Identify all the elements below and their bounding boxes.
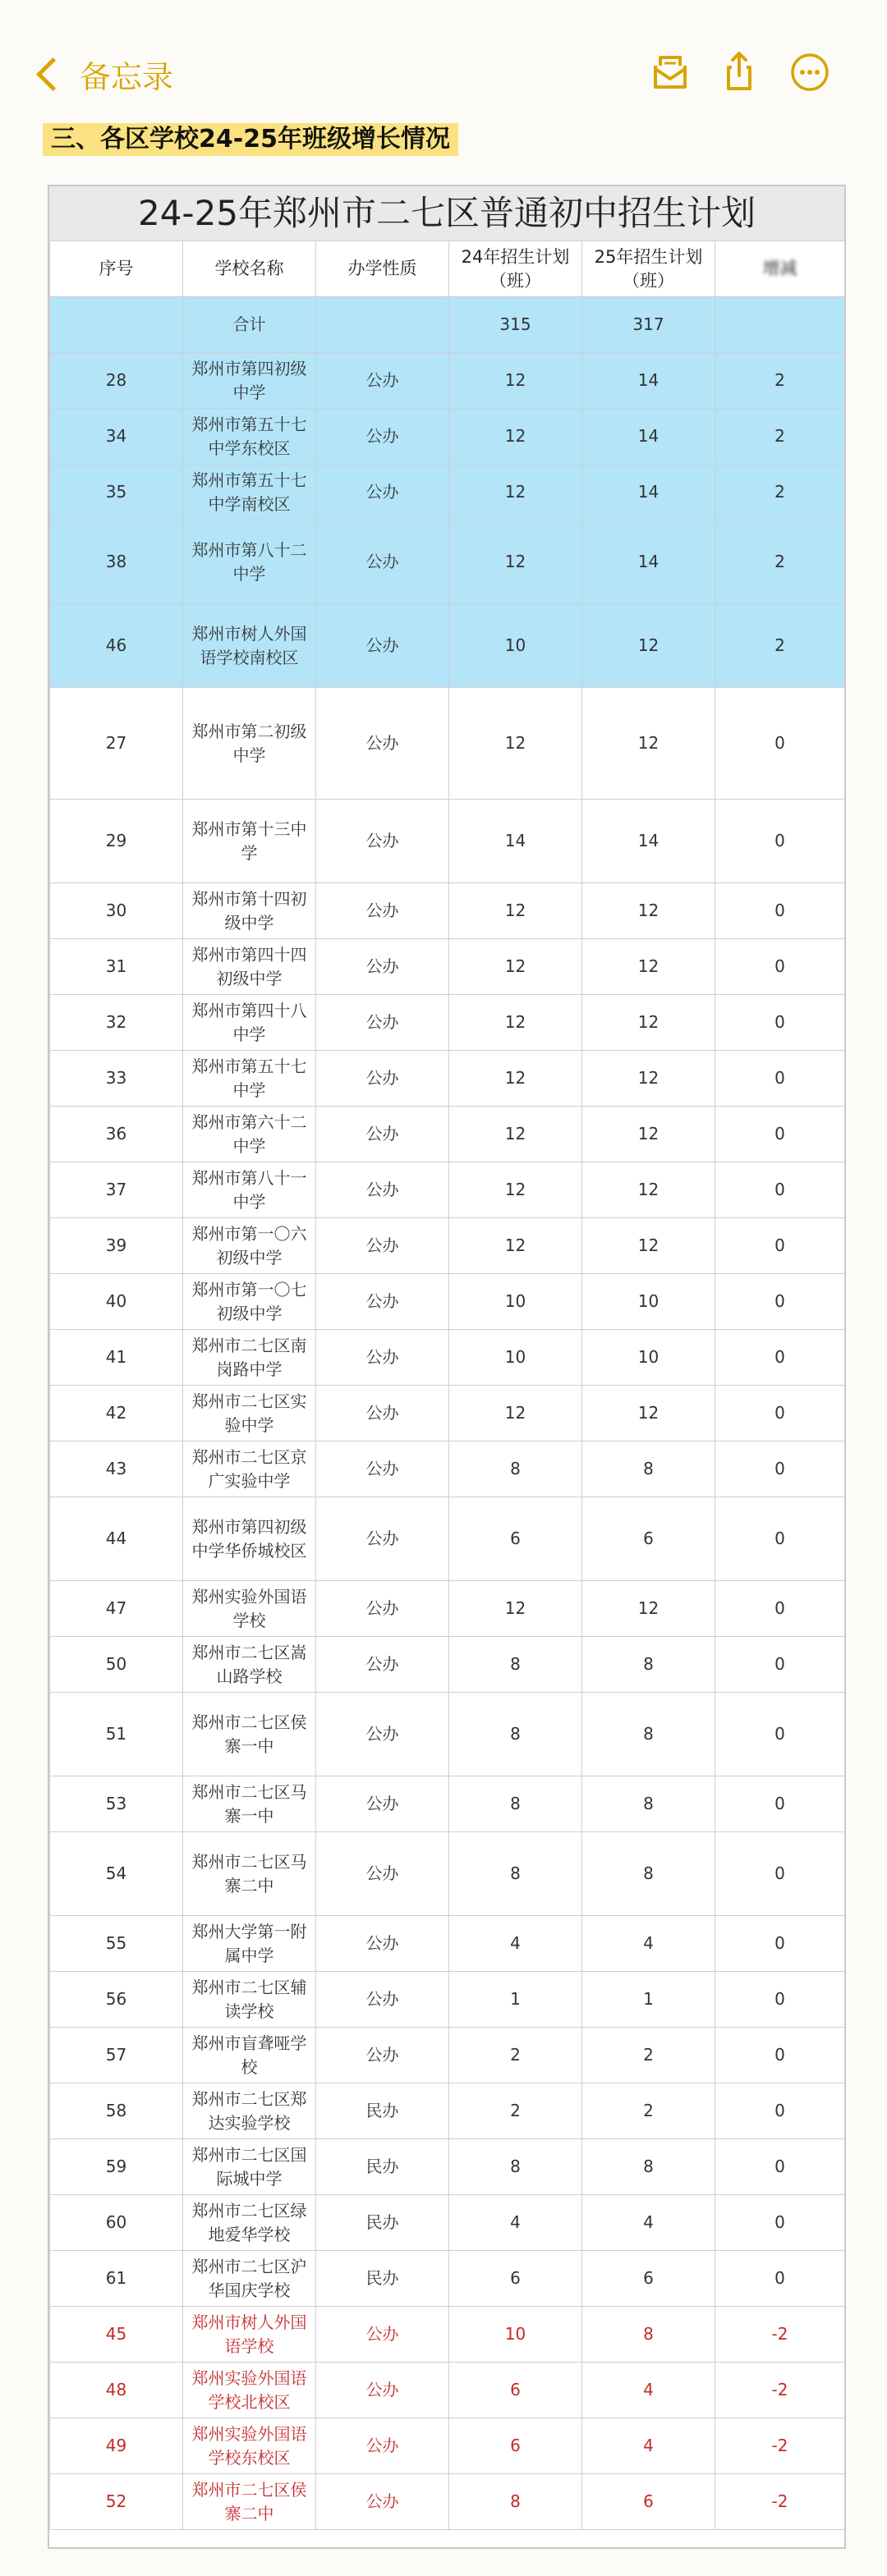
row-plan25: 14 <box>582 465 715 520</box>
row-change: 2 <box>715 353 845 409</box>
row-change: 0 <box>715 995 845 1051</box>
table-row <box>50 1218 845 1274</box>
row-plan24: 8 <box>449 1832 582 1916</box>
row-plan24: 8 <box>449 1637 582 1693</box>
row-change: 2 <box>715 465 845 520</box>
total-change-cell <box>715 297 845 353</box>
row-change: 0 <box>715 2083 845 2139</box>
row-school: 郑州市树人外国语学校南校区 <box>183 604 316 688</box>
row-school: 郑州市二七区嵩山路学校 <box>183 1637 316 1693</box>
row-plan24: 12 <box>449 520 582 604</box>
row-school: 郑州市第二初级中学 <box>183 688 316 800</box>
row-plan25: 6 <box>582 1497 715 1581</box>
row-plan24: 12 <box>449 1386 582 1442</box>
row-type: 公办 <box>316 995 449 1051</box>
row-seq: 51 <box>50 1693 183 1776</box>
row-plan25: 8 <box>582 2307 715 2363</box>
row-plan25: 8 <box>582 1832 715 1916</box>
table-row <box>50 2251 845 2307</box>
row-plan24: 4 <box>449 1916 582 1972</box>
row-plan24: 12 <box>449 995 582 1051</box>
row-school: 郑州市二七区绿地爱华学校 <box>183 2195 316 2251</box>
row-plan25: 12 <box>582 883 715 939</box>
row-type: 公办 <box>316 1162 449 1218</box>
row-school: 郑州市盲聋哑学校 <box>183 2028 316 2083</box>
table-row <box>50 2474 845 2530</box>
table-row <box>50 2028 845 2083</box>
row-change: 0 <box>715 1776 845 1832</box>
row-school: 郑州市第五十七中学 <box>183 1051 316 1107</box>
row-school: 郑州市二七区马寨一中 <box>183 1776 316 1832</box>
row-type: 公办 <box>316 1581 449 1637</box>
row-type: 公办 <box>316 2307 449 2363</box>
row-seq: 27 <box>50 688 183 800</box>
row-seq: 48 <box>50 2363 183 2418</box>
row-school: 郑州市第十四初级中学 <box>183 883 316 939</box>
row-school: 郑州实验外国语学校东校区 <box>183 2418 316 2474</box>
row-plan24: 10 <box>449 1330 582 1386</box>
total-seq-cell <box>50 297 183 353</box>
table-row <box>50 1330 845 1386</box>
row-plan24: 8 <box>449 2139 582 2195</box>
row-plan25: 1 <box>582 1972 715 2028</box>
row-change: 0 <box>715 2251 845 2307</box>
row-school: 郑州市第五十七中学东校区 <box>183 409 316 465</box>
row-change: -2 <box>715 2363 845 2418</box>
row-change: 0 <box>715 688 845 800</box>
row-seq: 38 <box>50 520 183 604</box>
row-change: 0 <box>715 1218 845 1274</box>
table-row <box>50 1107 845 1162</box>
row-type: 公办 <box>316 1693 449 1776</box>
row-type: 民办 <box>316 2195 449 2251</box>
table-row <box>50 1693 845 1776</box>
row-school: 郑州实验外国语学校 <box>183 1581 316 1637</box>
header-plan24: 24年招生计划（班） <box>449 241 582 297</box>
row-seq: 37 <box>50 1162 183 1218</box>
row-plan25: 4 <box>582 2363 715 2418</box>
row-plan25: 8 <box>582 1637 715 1693</box>
row-type: 公办 <box>316 2363 449 2418</box>
row-school: 郑州市第四初级中学 <box>183 353 316 409</box>
row-plan24: 6 <box>449 1497 582 1581</box>
header-plan25: 25年招生计划（班） <box>582 241 715 297</box>
header-change: 增减 <box>715 241 845 297</box>
row-school: 郑州市二七区侯寨一中 <box>183 1693 316 1776</box>
total-type-cell <box>316 297 449 353</box>
row-school: 郑州市第八十二中学 <box>183 520 316 604</box>
table-row <box>50 2418 845 2474</box>
row-plan25: 12 <box>582 1051 715 1107</box>
row-seq: 41 <box>50 1330 183 1386</box>
row-seq: 50 <box>50 1637 183 1693</box>
row-school: 郑州市第一〇七初级中学 <box>183 1274 316 1330</box>
table-row <box>50 688 845 800</box>
row-change: 0 <box>715 1581 845 1637</box>
row-change: 0 <box>715 1330 845 1386</box>
row-school: 郑州市二七区国际城中学 <box>183 2139 316 2195</box>
row-seq: 36 <box>50 1107 183 1162</box>
header-school: 学校名称 <box>183 241 316 297</box>
row-change: 0 <box>715 2028 845 2083</box>
row-seq: 53 <box>50 1776 183 1832</box>
row-type: 公办 <box>316 1330 449 1386</box>
table-row <box>50 2307 845 2363</box>
row-change: -2 <box>715 2418 845 2474</box>
row-plan25: 12 <box>582 1162 715 1218</box>
row-seq: 45 <box>50 2307 183 2363</box>
top-toolbar <box>0 0 887 115</box>
row-seq: 28 <box>50 353 183 409</box>
row-type: 公办 <box>316 1051 449 1107</box>
table-row <box>50 1162 845 1218</box>
row-seq: 39 <box>50 1218 183 1274</box>
row-plan24: 12 <box>449 688 582 800</box>
row-type: 公办 <box>316 1107 449 1162</box>
row-seq: 49 <box>50 2418 183 2474</box>
row-seq: 58 <box>50 2083 183 2139</box>
row-plan24: 14 <box>449 800 582 883</box>
table-row <box>50 1581 845 1637</box>
row-seq: 30 <box>50 883 183 939</box>
row-school: 郑州市第五十七中学南校区 <box>183 465 316 520</box>
row-plan24: 10 <box>449 2307 582 2363</box>
table-row <box>50 1274 845 1330</box>
row-school: 郑州市二七区实验中学 <box>183 1386 316 1442</box>
row-type: 公办 <box>316 1972 449 2028</box>
row-school: 郑州市第四初级中学华侨城校区 <box>183 1497 316 1581</box>
row-seq: 42 <box>50 1386 183 1442</box>
row-school: 郑州市二七区侯寨二中 <box>183 2474 316 2530</box>
row-plan24: 12 <box>449 1107 582 1162</box>
mail-icon[interactable] <box>646 48 692 94</box>
row-type: 公办 <box>316 800 449 883</box>
table-row <box>50 2363 845 2418</box>
row-type: 公办 <box>316 939 449 995</box>
row-seq: 57 <box>50 2028 183 2083</box>
row-plan24: 12 <box>449 883 582 939</box>
row-plan24: 2 <box>449 2028 582 2083</box>
more-icon[interactable] <box>787 48 833 94</box>
row-plan25: 4 <box>582 2418 715 2474</box>
row-school: 郑州市第四十四初级中学 <box>183 939 316 995</box>
row-plan25: 8 <box>582 1442 715 1497</box>
row-plan25: 10 <box>582 1330 715 1386</box>
row-seq: 59 <box>50 2139 183 2195</box>
row-seq: 55 <box>50 1916 183 1972</box>
row-change: 0 <box>715 1972 845 2028</box>
row-type: 公办 <box>316 1776 449 1832</box>
row-type: 公办 <box>316 1218 449 1274</box>
row-change: 0 <box>715 1274 845 1330</box>
header-type: 办学性质 <box>316 241 449 297</box>
table-row <box>50 2195 845 2251</box>
row-type: 公办 <box>316 883 449 939</box>
chevron-left-icon <box>36 57 70 90</box>
row-type: 民办 <box>316 2083 449 2139</box>
row-plan24: 12 <box>449 353 582 409</box>
total-row <box>50 297 845 353</box>
row-plan25: 12 <box>582 1218 715 1274</box>
row-school: 郑州市二七区辅读学校 <box>183 1972 316 2028</box>
row-plan25: 12 <box>582 604 715 688</box>
row-plan25: 14 <box>582 409 715 465</box>
row-seq: 61 <box>50 2251 183 2307</box>
row-type: 公办 <box>316 465 449 520</box>
row-school: 郑州市二七区沪华国庆学校 <box>183 2251 316 2307</box>
row-seq: 60 <box>50 2195 183 2251</box>
total-plan24: 315 <box>449 297 582 353</box>
row-plan25: 12 <box>582 1581 715 1637</box>
row-plan24: 12 <box>449 1162 582 1218</box>
table-row <box>50 883 845 939</box>
row-change: 2 <box>715 604 845 688</box>
table-row <box>50 939 845 995</box>
row-plan25: 8 <box>582 1776 715 1832</box>
table-row <box>50 353 845 409</box>
row-plan25: 14 <box>582 520 715 604</box>
row-change: 0 <box>715 1832 845 1916</box>
row-seq: 43 <box>50 1442 183 1497</box>
row-plan24: 8 <box>449 1693 582 1776</box>
row-type: 公办 <box>316 688 449 800</box>
row-plan25: 12 <box>582 688 715 800</box>
table-row <box>50 1916 845 1972</box>
row-school: 郑州实验外国语学校北校区 <box>183 2363 316 2418</box>
row-plan24: 6 <box>449 2251 582 2307</box>
table-row <box>50 1832 845 1916</box>
row-type: 公办 <box>316 1274 449 1330</box>
back-label: 备忘录 <box>80 58 174 95</box>
table-row <box>50 2139 845 2195</box>
table-row <box>50 1051 845 1107</box>
row-plan25: 10 <box>582 1274 715 1330</box>
row-type: 公办 <box>316 1442 449 1497</box>
row-seq: 44 <box>50 1497 183 1581</box>
row-plan24: 4 <box>449 2195 582 2251</box>
row-seq: 40 <box>50 1274 183 1330</box>
table-row <box>50 604 845 688</box>
row-plan25: 6 <box>582 2474 715 2530</box>
row-change: 0 <box>715 1693 845 1776</box>
row-plan24: 8 <box>449 1442 582 1497</box>
share-icon[interactable] <box>716 48 762 94</box>
table-row <box>50 1972 845 2028</box>
row-plan24: 12 <box>449 1581 582 1637</box>
row-plan25: 2 <box>582 2083 715 2139</box>
row-type: 公办 <box>316 2474 449 2530</box>
row-type: 公办 <box>316 2418 449 2474</box>
table-row <box>50 995 845 1051</box>
row-type: 公办 <box>316 1497 449 1581</box>
row-school: 郑州市二七区南岗路中学 <box>183 1330 316 1386</box>
row-change: 0 <box>715 1051 845 1107</box>
row-school: 郑州市第六十二中学 <box>183 1107 316 1162</box>
row-seq: 31 <box>50 939 183 995</box>
row-seq: 29 <box>50 800 183 883</box>
row-plan24: 6 <box>449 2363 582 2418</box>
row-type: 公办 <box>316 2028 449 2083</box>
row-type: 公办 <box>316 520 449 604</box>
table-caption: 24-25年郑州市二七区普通初中招生计划 <box>49 186 844 241</box>
row-seq: 52 <box>50 2474 183 2530</box>
row-school: 郑州市二七区京广实验中学 <box>183 1442 316 1497</box>
row-plan24: 10 <box>449 1274 582 1330</box>
row-seq: 56 <box>50 1972 183 2028</box>
row-plan25: 14 <box>582 800 715 883</box>
row-school: 郑州大学第一附属中学 <box>183 1916 316 1972</box>
table-row <box>50 520 845 604</box>
table-row <box>50 800 845 883</box>
row-change: -2 <box>715 2474 845 2530</box>
back-button[interactable] <box>33 51 173 97</box>
row-plan25: 4 <box>582 1916 715 1972</box>
row-change: 0 <box>715 1637 845 1693</box>
row-school: 郑州市树人外国语学校 <box>183 2307 316 2363</box>
row-change: 0 <box>715 2139 845 2195</box>
table-row <box>50 1442 845 1497</box>
header-seq: 序号 <box>50 241 183 297</box>
row-plan25: 12 <box>582 995 715 1051</box>
table-row <box>50 1637 845 1693</box>
row-type: 公办 <box>316 604 449 688</box>
table-row <box>50 1497 845 1581</box>
row-type: 公办 <box>316 1386 449 1442</box>
table-row <box>50 409 845 465</box>
row-seq: 47 <box>50 1581 183 1637</box>
enrollment-plan-table <box>49 241 845 2530</box>
row-plan24: 12 <box>449 1051 582 1107</box>
row-plan24: 12 <box>449 465 582 520</box>
row-change: 0 <box>715 800 845 883</box>
row-school: 郑州市二七区郑达实验学校 <box>183 2083 316 2139</box>
row-school: 郑州市第一〇六初级中学 <box>183 1218 316 1274</box>
row-plan24: 1 <box>449 1972 582 2028</box>
row-change: 0 <box>715 1107 845 1162</box>
row-change: -2 <box>715 2307 845 2363</box>
row-plan25: 12 <box>582 1107 715 1162</box>
row-plan25: 12 <box>582 1386 715 1442</box>
row-school: 郑州市第八十一中学 <box>183 1162 316 1218</box>
row-school: 郑州市二七区马寨二中 <box>183 1832 316 1916</box>
row-change: 0 <box>715 883 845 939</box>
row-type: 民办 <box>316 2139 449 2195</box>
row-plan25: 2 <box>582 2028 715 2083</box>
row-plan25: 8 <box>582 2139 715 2195</box>
table-row <box>50 1386 845 1442</box>
row-plan24: 8 <box>449 1776 582 1832</box>
row-type: 公办 <box>316 409 449 465</box>
row-school: 郑州市第四十八中学 <box>183 995 316 1051</box>
row-plan24: 8 <box>449 2474 582 2530</box>
row-type: 民办 <box>316 2251 449 2307</box>
row-seq: 34 <box>50 409 183 465</box>
row-change: 0 <box>715 939 845 995</box>
row-change: 2 <box>715 520 845 604</box>
row-seq: 32 <box>50 995 183 1051</box>
row-plan24: 12 <box>449 939 582 995</box>
header-row <box>50 241 845 297</box>
row-plan24: 12 <box>449 409 582 465</box>
row-seq: 46 <box>50 604 183 688</box>
table-row <box>50 1776 845 1832</box>
total-plan25: 317 <box>582 297 715 353</box>
row-change: 0 <box>715 1497 845 1581</box>
table-row <box>50 465 845 520</box>
row-plan25: 6 <box>582 2251 715 2307</box>
row-plan24: 2 <box>449 2083 582 2139</box>
row-change: 0 <box>715 1442 845 1497</box>
row-change: 0 <box>715 1162 845 1218</box>
section-title: 三、各区学校24-25年班级增长情况 <box>43 123 458 156</box>
row-change: 0 <box>715 1386 845 1442</box>
row-type: 公办 <box>316 353 449 409</box>
row-seq: 33 <box>50 1051 183 1107</box>
row-plan25: 4 <box>582 2195 715 2251</box>
row-type: 公办 <box>316 1637 449 1693</box>
row-change: 2 <box>715 409 845 465</box>
row-change: 0 <box>715 1916 845 1972</box>
total-label: 合计 <box>183 297 316 353</box>
row-type: 公办 <box>316 1916 449 1972</box>
row-plan25: 8 <box>582 1693 715 1776</box>
row-plan24: 10 <box>449 604 582 688</box>
row-type: 公办 <box>316 1832 449 1916</box>
row-plan25: 12 <box>582 939 715 995</box>
row-seq: 35 <box>50 465 183 520</box>
row-seq: 54 <box>50 1832 183 1916</box>
table-row <box>50 2083 845 2139</box>
row-school: 郑州市第十三中学 <box>183 800 316 883</box>
row-plan24: 6 <box>449 2418 582 2474</box>
row-change: 0 <box>715 2195 845 2251</box>
row-plan24: 12 <box>449 1218 582 1274</box>
row-plan25: 14 <box>582 353 715 409</box>
